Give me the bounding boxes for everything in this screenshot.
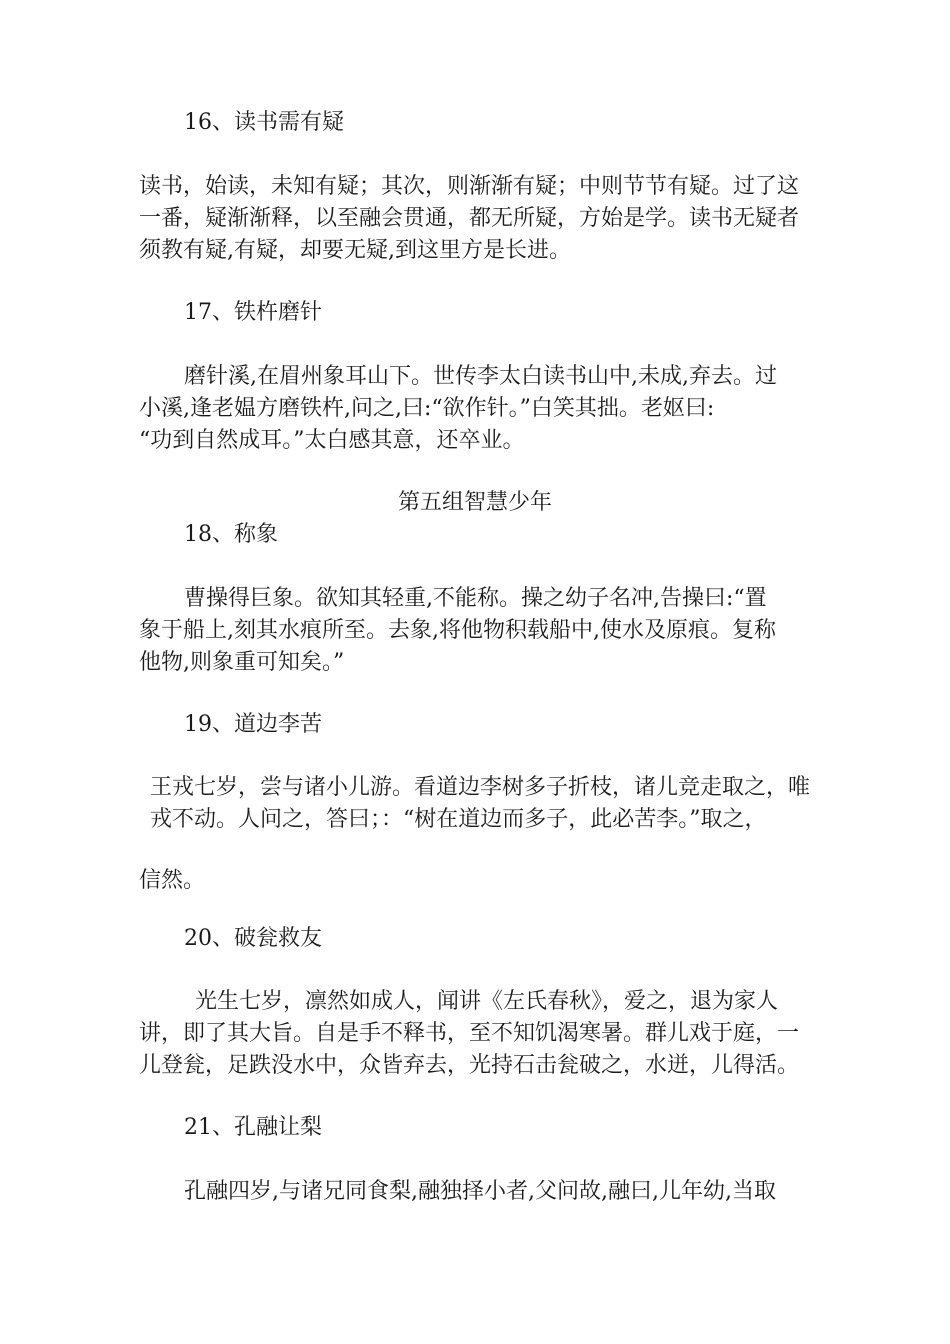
paragraph-line: 孔融四岁,与诸兄同食梨,融独择小者,父问故,融曰,儿年幼,当取	[184, 1179, 776, 1204]
paragraph-line: 曹操得巨象。欲知其轻重,不能称。操之幼子名冲,告操曰:“置	[184, 586, 767, 611]
paragraph-line: 王戎七岁，尝与诸小儿游。看道边李树多子折枝，诸儿竞走取之，唯	[150, 775, 811, 800]
paragraph-line: 象于船上,刻其水痕所至。去象,将他物积载船中,使水及原痕。复称	[139, 618, 776, 643]
paragraph-line: 磨针溪,在眉州象耳山下。世传李太白读书山中,未成,弃去。过	[184, 364, 777, 389]
section-heading: 18、称象	[184, 522, 278, 547]
section-heading: 17、铁杵磨针	[184, 300, 322, 325]
paragraph-line: “功到自然成耳。”太白感其意，还卒业。	[139, 428, 525, 453]
paragraph-line: 光生七岁，凛然如成人，闻讲《左氏春秋》，爱之，退为家人	[195, 989, 779, 1014]
paragraph-line: 讲，即了其大旨。自是手不释书，至不知饥渴寒暑。群儿戏于庭，一	[139, 1021, 800, 1046]
paragraph-line: 戎不动。人问之，答曰；：“树在道边而多子，此必苦李。”取之，	[150, 807, 767, 832]
section-heading: 16、读书需有疑	[184, 110, 344, 135]
paragraph-line: 信然。	[139, 868, 206, 893]
paragraph-line: 他物,则象重可知矣。”	[139, 650, 345, 675]
paragraph-line: 小溪,逢老媪方磨铁杵,问之,曰:“欲作针。”白笑其拙。老妪曰:	[139, 396, 715, 421]
paragraph-line: 一番，疑渐渐释，以至融会贯通，都无所疑，方始是学。读书无疑者	[139, 206, 800, 231]
section-heading: 19、道边李苦	[184, 712, 322, 737]
paragraph-line: 须教有疑,有疑，却要无疑,到这里方是长进。	[139, 238, 571, 263]
group-title: 第五组智慧少年	[397, 490, 552, 515]
paragraph-line: 读书，始读，未知有疑；其次，则渐渐有疑；中则节节有疑。过了这	[139, 174, 800, 199]
section-heading: 21、孔融让梨	[184, 1115, 322, 1140]
section-heading: 20、破瓮救友	[184, 926, 322, 951]
paragraph-line: 儿登瓮，足跌没水中，众皆弃去，光持石击瓮破之，水迸，儿得活。	[139, 1053, 800, 1078]
